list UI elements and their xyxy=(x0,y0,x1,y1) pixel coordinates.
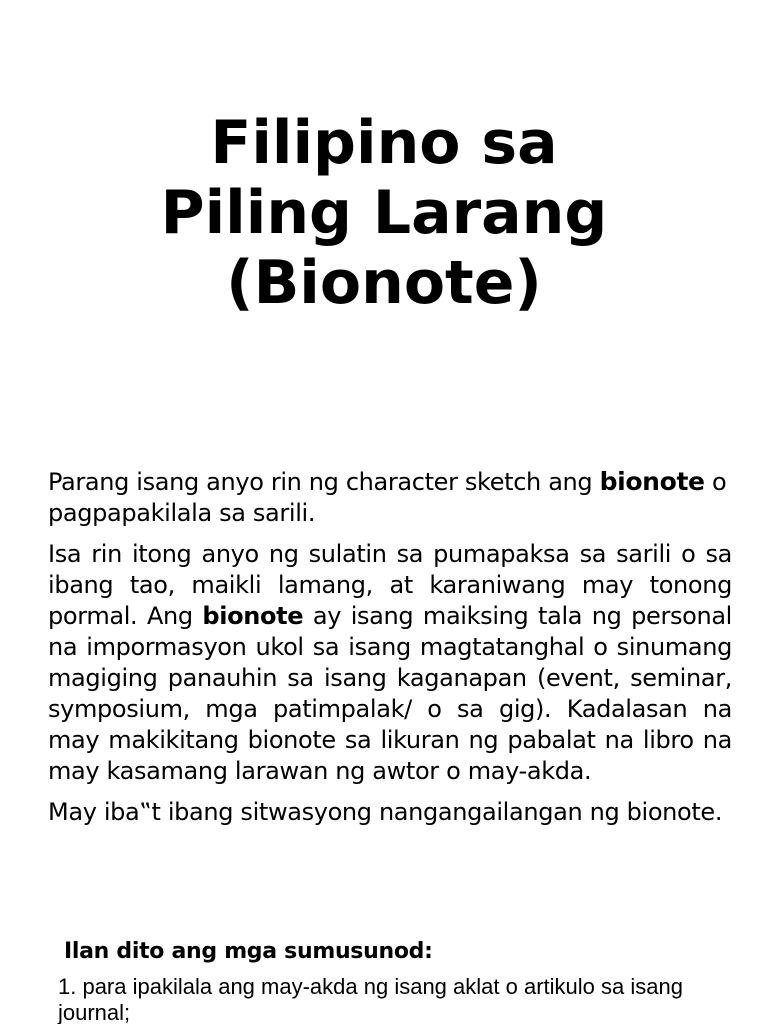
list-heading: Ilan dito ang mga sumusunod: xyxy=(64,939,433,964)
keyword-bionote: bionote xyxy=(599,467,705,496)
title-line-2: Piling Larang xyxy=(160,178,608,248)
body-text xyxy=(48,466,732,838)
numbered-list xyxy=(58,974,718,1024)
paragraph-definition xyxy=(48,539,732,787)
paragraph-definition-text-end: ay isang maiksing tala ng personal na impormasyon ukol sa isang magtatanghal o sinumang magiging panauhin sa isang kaganapan (event, seminar, symposium, mga patimpalak/ o sa gig). Kadalasan na may makikitang bionote sa likuran ng pabalat na libro na may kasamang larawan ng awtor o may-akda. xyxy=(48,602,732,785)
paragraph-intro-text: Parang isang anyo rin ng character sketch ang xyxy=(48,468,600,496)
slide-title xyxy=(0,108,768,318)
keyword-bionote: bionote xyxy=(202,602,304,630)
list-item: 1. para ipakilala ang may-akda ng isang aklat o artikulo sa isang journal; xyxy=(58,974,683,1024)
title-line-3: (Bionote) xyxy=(226,248,542,318)
paragraph-intro xyxy=(48,466,732,529)
title-line-1: Filipino sa xyxy=(210,108,558,178)
paragraph-definition-text: Isa rin itong anyo ng sulatin sa pumapaksa sa sarili o sa ibang tao, maikli lamang, at karaniwang may tonong pormal. Ang xyxy=(48,540,732,630)
paragraph-situations: May iba‟t ibang sitwasyong nangangailangan ng bionote. xyxy=(48,798,723,826)
paragraph-intro-text-end: o pagpapakilala sa sarili. xyxy=(48,468,727,527)
